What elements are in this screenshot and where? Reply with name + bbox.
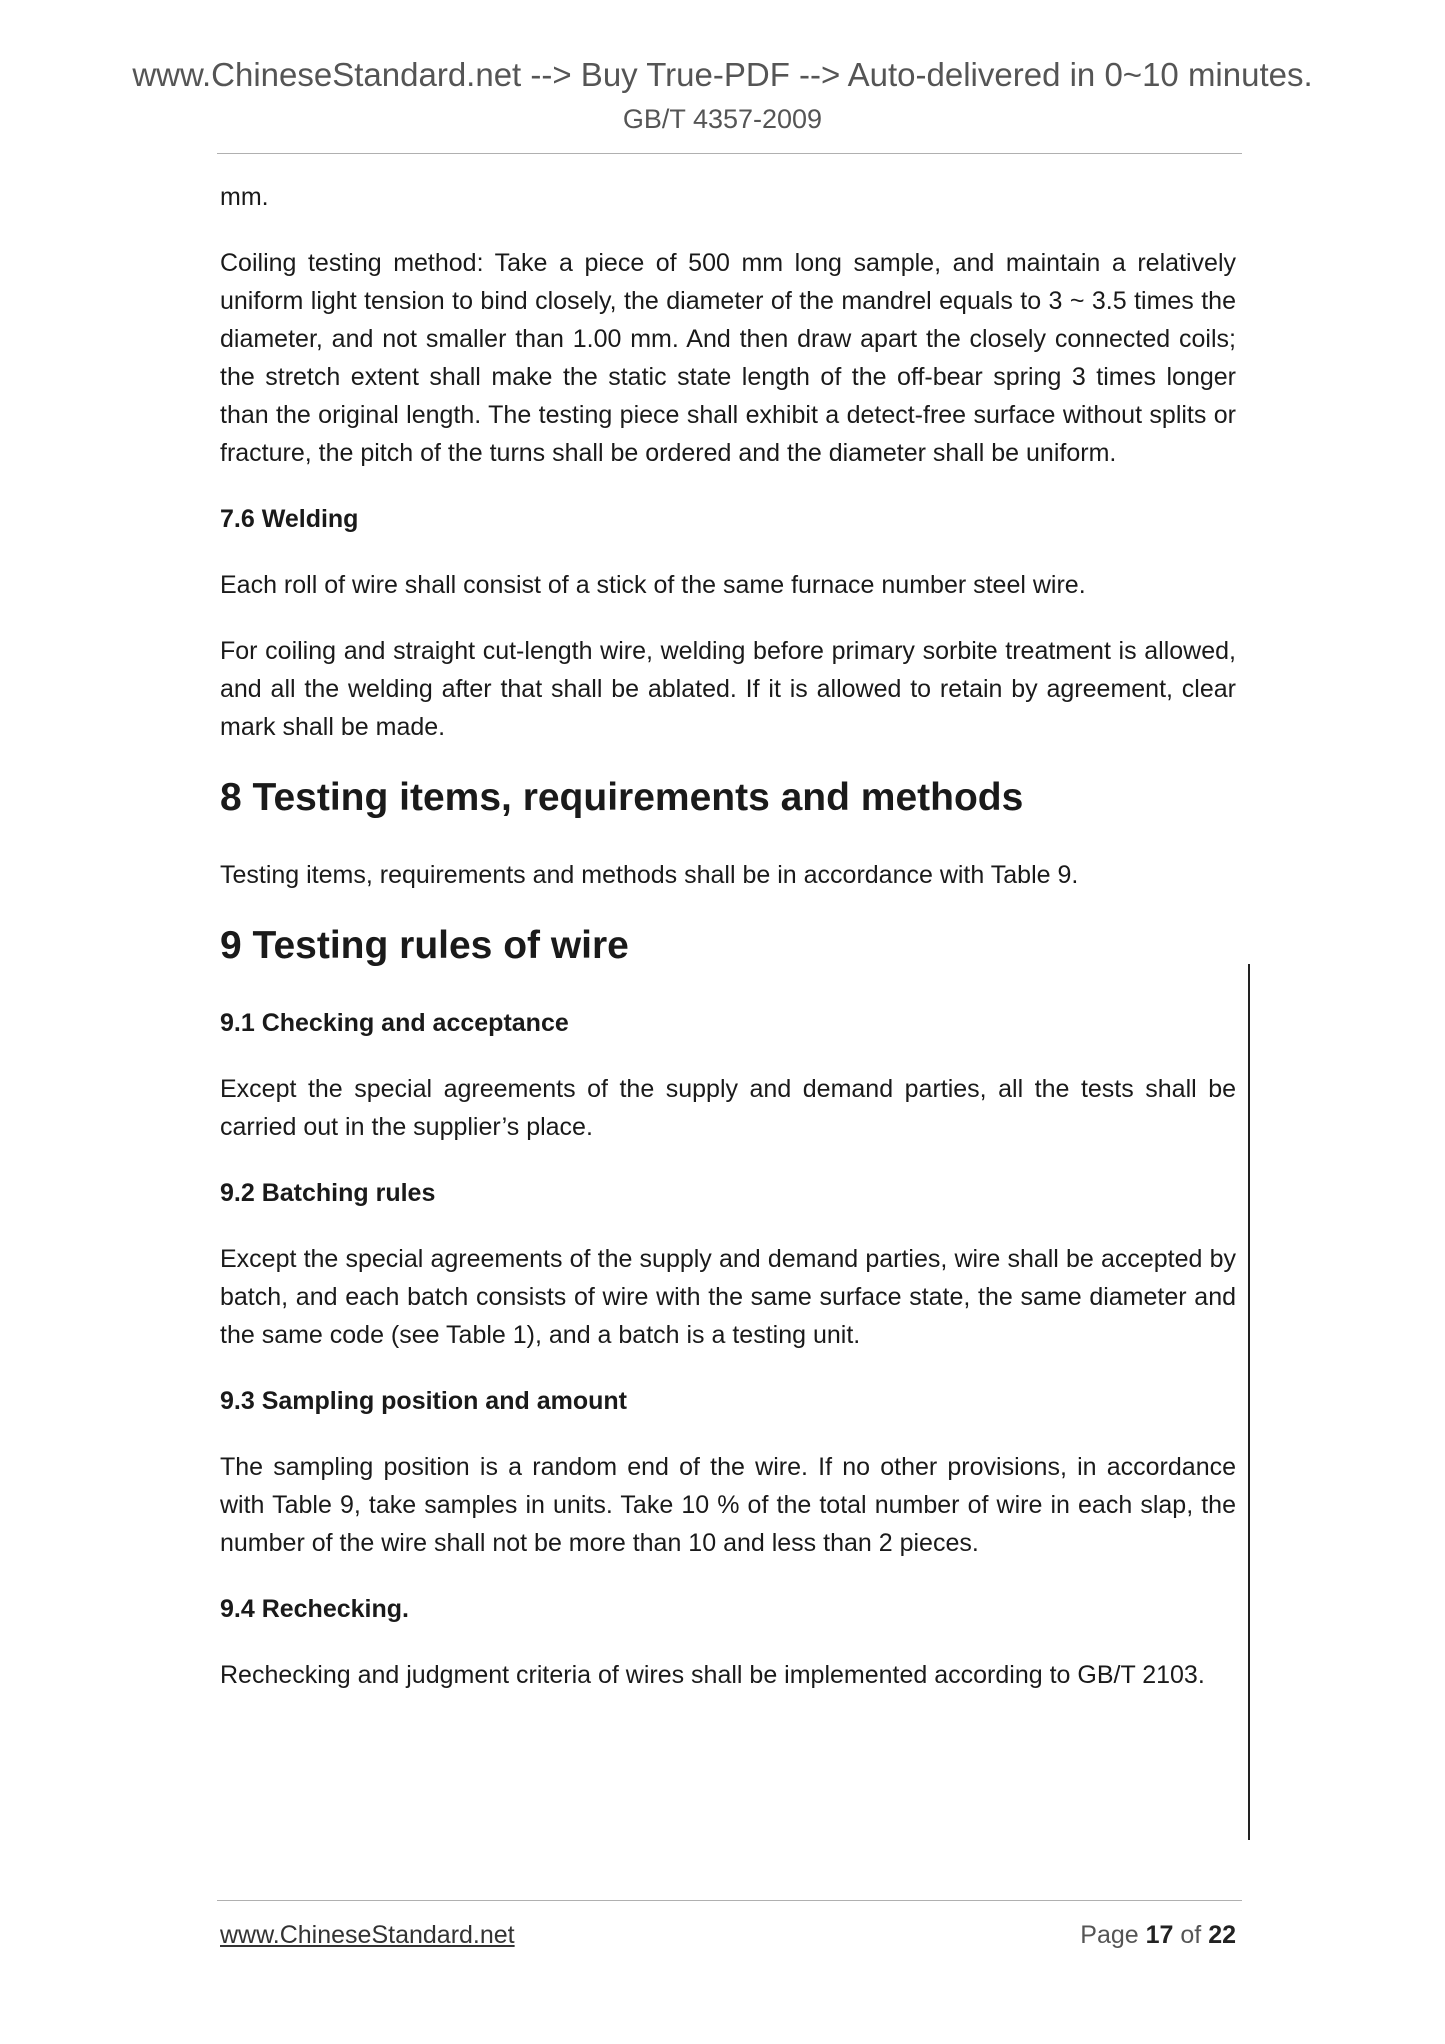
heading-9-3: 9.3 Sampling position and amount — [220, 1387, 627, 1415]
paragraph-section-8: Testing items, requirements and methods shall be in accordance with Table 9. — [220, 861, 1079, 889]
page-total: 22 — [1208, 1921, 1236, 1949]
page-of: of — [1180, 1921, 1202, 1949]
footer-divider — [217, 1900, 1242, 1901]
paragraph-7-6-b: For coiling and straight cut-length wire, welding before primary sorbite treatment is allowed, and all the welding after that shall be ablated. If it is allowed to retain by agreement, clear mark shall be made. — [220, 637, 1236, 741]
paragraph-9-3: The sampling position is a random end of the wire. If no other provisions, in accordance with Table 9, take samples in units. Take 10 % of the total number of wire in each slap, the number of the wire shall not be more than 10 and less than 2 pieces. — [220, 1453, 1236, 1557]
header-banner[interactable]: www.ChineseStandard.net --> Buy True-PDF --> Auto-delivered in 0~10 minutes. — [132, 56, 1313, 93]
page-body — [220, 178, 1236, 1722]
change-bar — [1248, 964, 1250, 1840]
heading-9-2: 9.2 Batching rules — [220, 1179, 436, 1207]
paragraph-coiling-method: Coiling testing method: Take a piece of 500 mm long sample, and maintain a relatively uniform light tension to bind closely, the diameter of the mandrel equals to 3 ~ 3.5 times the diameter, and not smaller than 1.00 mm. And then draw apart the closely connected coils; the stretch extent shall make the static state length of the off-bear spring 3 times longer than the original length. The testing piece shall exhibit a detect-free surface without splits or fracture, the pitch of the turns shall be ordered and the diameter shall be uniform. — [220, 249, 1236, 467]
page-indicator — [1080, 1921, 1236, 1950]
heading-section-8: 8 Testing items, requirements and methods — [220, 776, 1024, 819]
page-word: Page — [1080, 1921, 1139, 1949]
paragraph-9-2: Except the special agreements of the supply and demand parties, wire shall be accepted by batch, and each batch consists of wire with the same surface state, the same diameter and the same code (see Table 1), and a batch is a testing unit. — [220, 1245, 1236, 1349]
heading-9-4: 9.4 Rechecking. — [220, 1595, 409, 1623]
heading-section-9: 9 Testing rules of wire — [220, 924, 629, 967]
paragraph-7-6-a: Each roll of wire shall consist of a stick of the same furnace number steel wire. — [220, 571, 1086, 599]
paragraph-9-4: Rechecking and judgment criteria of wires shall be implemented according to GB/T 2103. — [220, 1661, 1205, 1689]
footer-website-link[interactable]: www.ChineseStandard.net — [220, 1921, 515, 1949]
header-divider — [217, 153, 1242, 154]
paragraph-9-1: Except the special agreements of the supply and demand parties, all the tests shall be carried out in the supplier’s place. — [220, 1075, 1236, 1141]
paragraph-mm: mm. — [220, 183, 269, 211]
heading-9-1: 9.1 Checking and acceptance — [220, 1009, 569, 1037]
page-current: 17 — [1145, 1921, 1174, 1949]
heading-7-6: 7.6 Welding — [220, 505, 359, 533]
standard-number: GB/T 4357-2009 — [622, 104, 823, 134]
